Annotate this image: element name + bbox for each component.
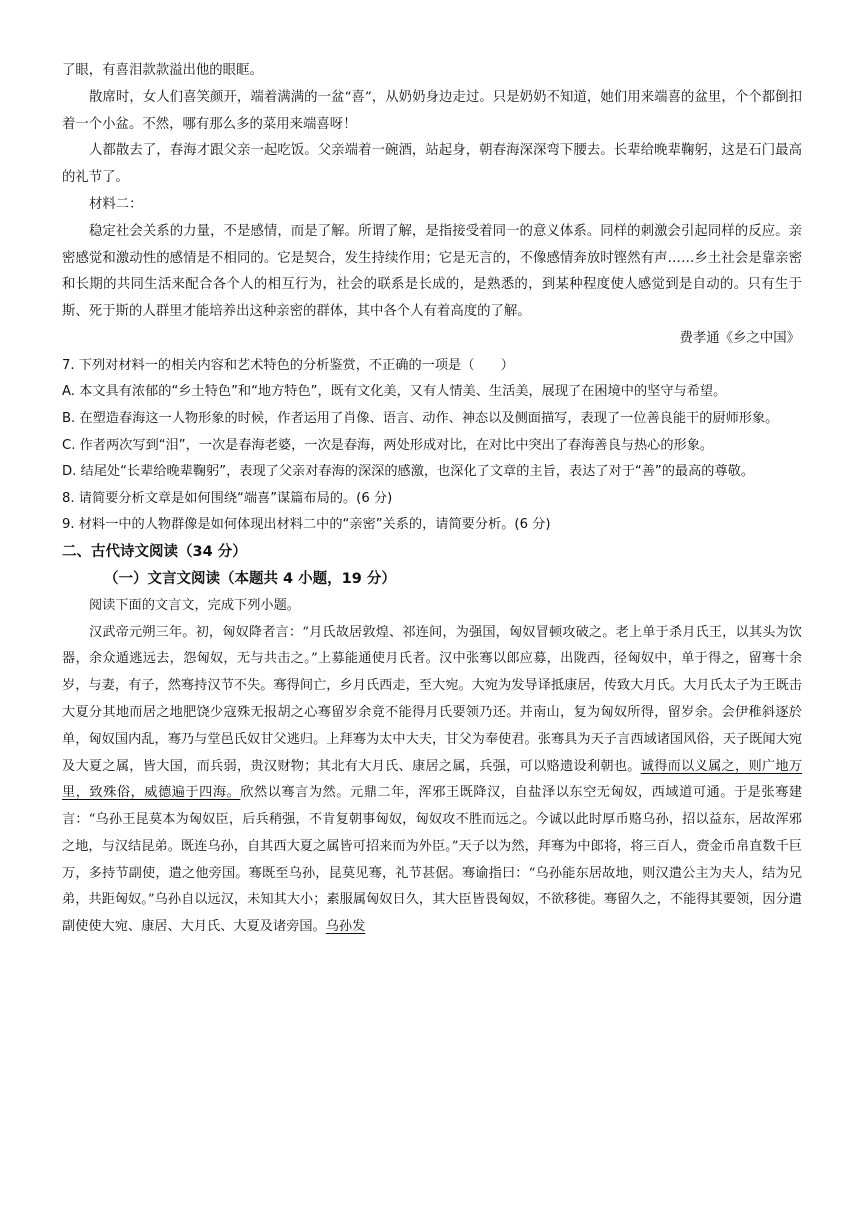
subsection-title: （一）文言文阅读（本题共 4 小题，19 分） xyxy=(104,570,396,587)
question-7-option-c: C. 作者两次写到“泪”，一次是春海老婆，一次是春海，两处形成对比，在对比中突出了春海善良与热心的形象。 xyxy=(62,437,714,453)
classical-text-part-2: 欣然以骞言为然。元鼎二年，浑邪王既降汉，自盐泽以东空无匈奴，西域道可通。于是张骞建言：“乌孙王昆莫本为匈奴臣，后兵稍强，不肯复朝事匈奴，匈奴攻不胜而远之。今诚以此时厚币赂乌孙，招以益东，居故浑邪之地，与汉结昆弟。既连乌孙，自其西大夏之属皆可招来而为外臣。”天子以为然，拜骞为中郎将，将三百人，赍金币帛直数千巨万，多持节副使，遣之他旁国。骞既至乌孙，昆莫见骞，礼节甚倨。骞谕指曰：“乌孙能东居故地，则汉遣公主为夫人，结为兄弟，共距匈奴。”乌孙自以远汉，未知其大小；素服属匈奴日久，其大臣皆畏匈奴，不欲移徙。骞留久之，不能得其要领，因分遣副使使大宛、康居、大月氏、大夏及诸旁国。 xyxy=(62,785,803,935)
question-9: 9. 材料一中的人物群像是如何体现出材料二中的“亲密”关系的，请简要分析。(6 分) xyxy=(62,517,551,533)
document-page xyxy=(62,58,802,941)
question-7-option-d: D. 结尾处“长辈给晚辈鞠躬”，表现了父亲对春海的深深的感激，也深化了文章的主旨，表达了对于“善”的最高的尊敬。 xyxy=(62,464,755,480)
underlined-sentence-2: 乌孙发 xyxy=(325,919,366,935)
classical-text xyxy=(62,620,802,942)
material2-text: 稳定社会关系的力量，不是感情，而是了解。所谓了解，是指接受着同一的意义体系。同样的刺激会引起同样的反应。亲密感觉和激动性的感情是不相同的。它是契合，发生持续作用；它是无言的，不像感情奔放时铿然有声……乡土社会是靠亲密和长期的共同生活来配合各个人的相互行为，社会的联系是长成的，是熟悉的，到某种程度使人感觉到是自动的。只有生于斯、死于斯的人群里才能培养出这种亲密的群体，其中各个人有着高度的了解。 xyxy=(62,223,802,320)
question-7-option-b: B. 在塑造春海这一人物形象的时候，作者运用了肖像、语言、动作、神态以及侧面描写，表现了一位善良能干的厨师形象。 xyxy=(62,410,779,426)
material1-paragraph-2: 散席时，女人们喜笑颜开，端着满满的一盆“喜”，从奶奶身边走过。只是奶奶不知道，她们用来端喜的盆里，个个都倒扣着一个小盆。不然，哪有那么多的菜用来端喜呀！ xyxy=(62,89,802,132)
reading-instruction: 阅读下面的文言文，完成下列小题。 xyxy=(89,597,300,613)
material1-paragraph-1: 了眼，有喜泪款款溢出他的眼眶。 xyxy=(62,63,263,78)
question-8: 8. 请简要分析文章是如何围绕“端喜”谋篇布局的。(6 分) xyxy=(62,490,393,506)
material2-label: 材料二： xyxy=(89,196,143,212)
underlined-sentence-1: 诚得而以义属之，则广地万里，致殊俗，威德遍于四海。 xyxy=(62,758,803,801)
section-title: 二、古代诗文阅读（34 分） xyxy=(62,543,247,560)
question-7-option-a: A. 本文具有浓郁的“乡土特色”和“地方特色”，既有文化美，又有人情美、生活美，展现了在困境中的坚守与希望。 xyxy=(62,384,727,400)
question-7: 7. 下列对材料一的相关内容和艺术特色的分析鉴赏，不正确的一项是（ ） xyxy=(62,357,514,373)
material2-source: 费孝通《乡之中国》 xyxy=(679,330,800,346)
classical-text-part-1: 汉武帝元朔三年。初，匈奴降者言：“月氏故居敦煌、祁连间，为强国，匈奴冒顿攻破之。老上单于杀月氏王，以其头为饮器，余众遁逃远去，怨匈奴，无与共击之。”上募能通使月氏者。汉中张骞以郎应募，出陇西，径匈奴中，单于得之，留骞十余岁，与妻，有子，然骞持汉节不失。骞得间亡，乡月氏西走，至大宛。大宛为发导译抵康居，传致大月氏。大月氏太子为王既击大夏分其地而居之地肥饶少寇殊无报胡之心骞留岁余竟不能得月氏要领乃还。并南山，复为匈奴所得，留岁余。会伊稚斜逐於单，匈奴国内乱，骞乃与堂邑氏奴甘父逃归。上拜骞为太中大夫，甘父为奉使君。张骞具为天子言西域诸国风俗，天子既闻大宛及大夏之属，皆大国，而兵弱，贵汉财物；其北有大月氏、康居之属，兵强，可以赂遗设利朝也。 xyxy=(62,624,802,774)
material1-paragraph-3: 人都散去了，春海才跟父亲一起吃饭。父亲端着一碗酒，站起身，朝春海深深弯下腰去。长辈给晚辈鞠躬，这是石门最高的礼节了。 xyxy=(62,143,802,186)
